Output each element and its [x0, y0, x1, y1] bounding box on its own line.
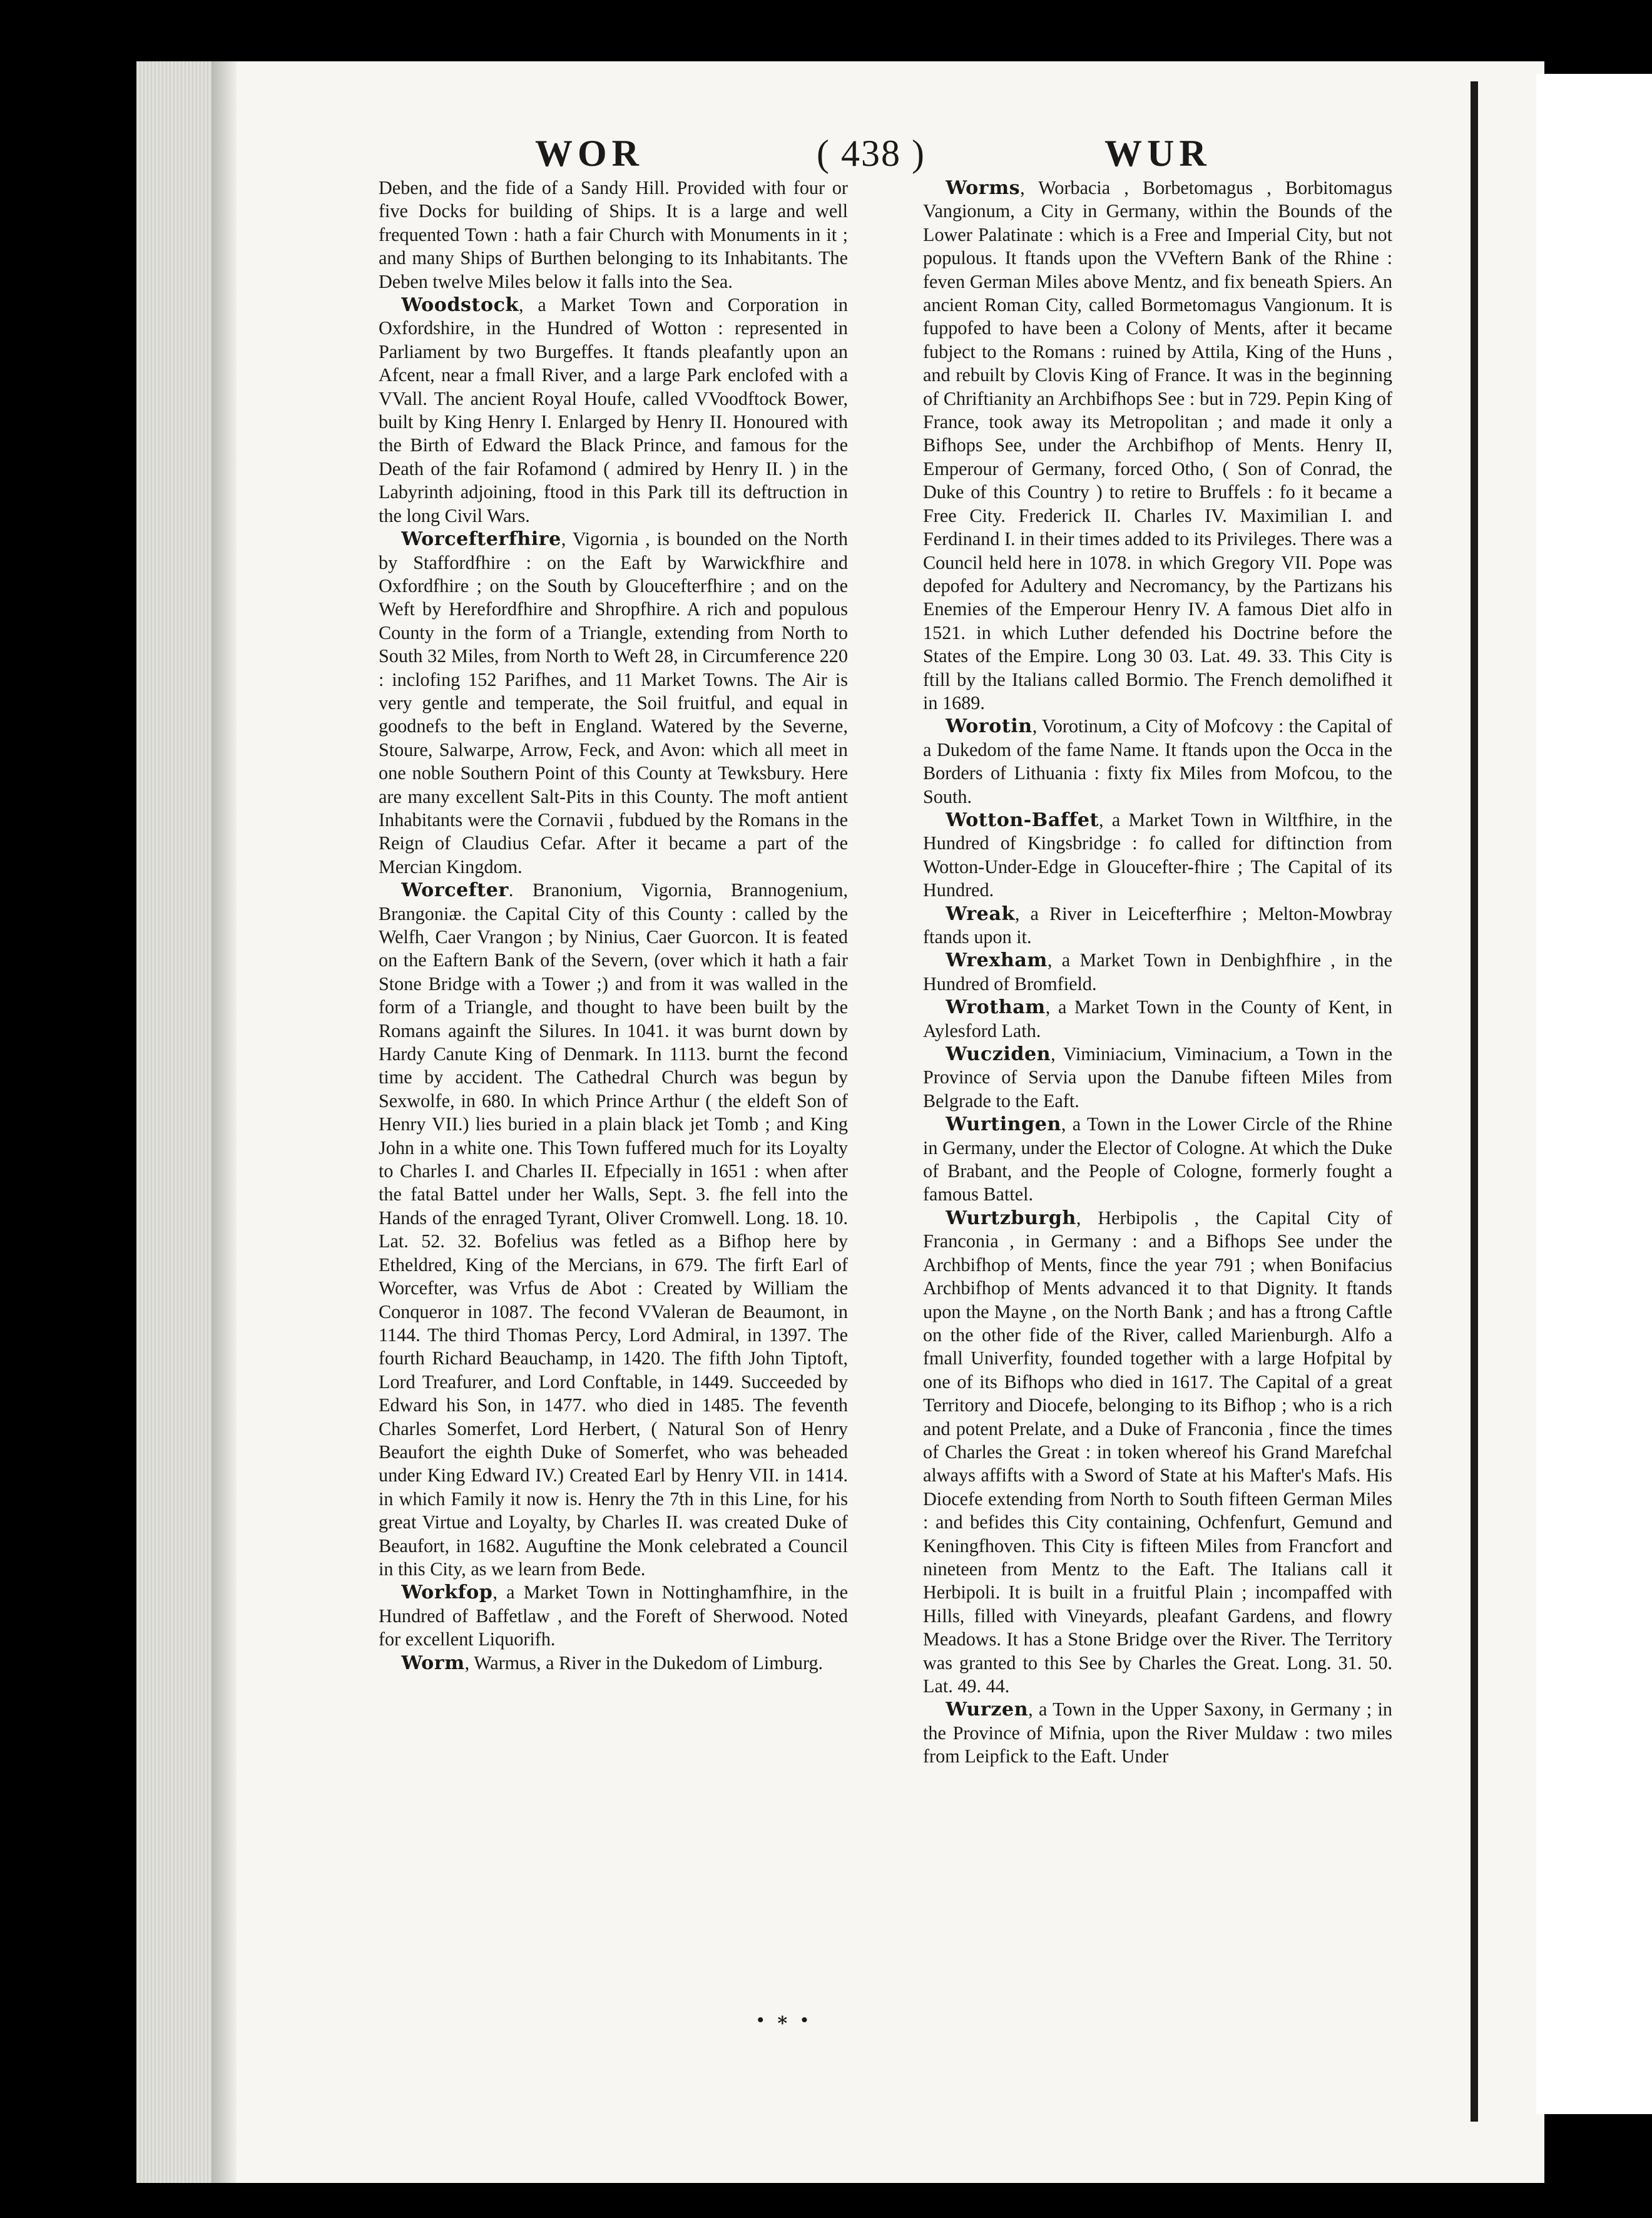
entry-wucziden [923, 1043, 1392, 1113]
entry-headword: Worm [401, 1652, 465, 1674]
running-head-left: WOR [535, 133, 644, 174]
entry-text: , a Market Town in Nottinghamfhire, in the Hundred of Baffetlaw , and the Foreft of Sherwood. Noted for excellent Liquorifh. [379, 1582, 848, 1650]
entry-text: , Vigornia , is bounded on the North by Staffordfhire : on the Eaft by Warwickfhire and Oxfordfhire ; on the South by Gloucefterfhire ; and on the Weft by Herefordfhire and Shropfhire. A rich and populous County in the form of a Triangle, extending from North to South 32 Miles, from North to Weft 28, in Circumference 220 : inclofing 152 Parifhes, and 11 Market Towns. The Air is very gentle and temperate, the Soil fruitful, and equal in goodnefs to the beft in England. Watered by the Severne, Stoure, Salwarpe, Arrow, Feck, and Avon: which all meet in one noble Southern Point of this County at Tewksbury. Here are many excellent Salt-Pits in this County. The moft antient Inhabitants were the Cornavii , fubdued by the Romans in the Reign of Claudius Cefar. After it became a part of the Mercian Kingdom. [379, 528, 848, 877]
entry-wrexham [923, 949, 1392, 996]
entry-text: , a Town in the Upper Saxony, in Germany ; in the Province of Mifnia, upon the River Muldaw : two miles from Leipfick to the Eaft. Under [923, 1699, 1392, 1767]
entry-text: , a Market Town in Denbighfhire , in the Hundred of Bromfield. [923, 949, 1392, 994]
entry-text: , a River in Leicefterfhire ; Melton-Mowbray ftands upon it. [923, 902, 1392, 948]
continuation-paragraph: Deben, and the fide of a Sandy Hill. Provided with four or five Docks for building of Ships. It is a large and well frequented Town : hath a fair Church with Monuments in it ; and many Ships of Burthen belonging to its Inhabitants. The Deben twelve Miles below it falls into the Sea. [379, 177, 848, 292]
entry-headword: Woodstock [401, 294, 519, 317]
entry-headword: Worotin [946, 715, 1032, 738]
entry-wurtzburgh [923, 1207, 1392, 1699]
entry-text: , Worbacia , Borbetomagus , Borbitomagus Vangionum, a City in Germany, within the Bounds of the Lower Palatinate : which is a Free and Imperial City, but not populous. It ftands upon the VVeftern Bank of the Rhine : feven German Miles above Mentz, and fix beneath Spiers. An ancient Roman City, called Bormetomagus Vangionum. It is fuppofed to have been a Colony of Ments, after it became fubject to the Romans : ruined by Attila, King of the Huns , and rebuilt by Clovis King of France. It was in the beginning of Chriftianity an Archbifhops See : but in 729. Pepin King of France, took away its Metropolitan ; and made it only a Bifhops See, under the Archbifhop of Ments. Henry II, Emperour of Germany, forced Otho, ( Son of Conrad, the Duke of this Country ) to retire to Bruffels : fo it became a Free City. Frederick II. Charles IV. Maximilian I. and Ferdinand I. in their times added to its Privileges. There was a Council held here in 1078. in which Gregory VII. Pope was depofed for Adultery and Necromancy, by the Partizans his Enemies of the Emperour Henry IV. A famous Diet alfo in 1521. in which Luther defended his Doctrine before the States of the Empire. Long 30 03. Lat. 49. 33. This City is ftill by the Italians called Bormio. The French demolifhed it in 1689. [923, 177, 1392, 713]
entry-text: , Vorotinum, a City of Mofcovy : the Capital of a Dukedom of the fame Name. It ftands upon the Occa in the Borders of Lithuania : fixty fix Miles from Mofcou, to the South. [923, 715, 1392, 807]
entry-headword: Worms [946, 177, 1021, 199]
page-number: ( 438 ) [817, 133, 925, 174]
entry-text: , a Town in the Lower Circle of the Rhine in Germany, under the Elector of Cologne. At which the Duke of Brabant, and the People of Cologne, formerly fought a famous Battel. [923, 1113, 1392, 1205]
entry-headword: Wurtingen [946, 1113, 1061, 1136]
entry-worms [923, 176, 1392, 715]
right-column [923, 176, 1392, 2142]
page-gutter [212, 61, 237, 2183]
entry-headword: Worcefter [401, 879, 509, 902]
page-edges [136, 61, 212, 2183]
entry-headword: Workfop [401, 1582, 493, 1604]
entry-wurzen [923, 1698, 1392, 1768]
entry-headword: Wrexham [946, 949, 1048, 972]
entry-text: , a Market Town in Wiltfhire, in the Hundred of Kingsbridge : fo called for diftinction from Wotton-Under-Edge in Gloucefter-fhire ; The Capital of its Hundred. [923, 809, 1392, 901]
entry-text: . Branonium, Vigornia, Brannogenium, Brangoniæ. the Capital City of this County : called by the Welfh, Caer Vrangon ; by Ninius, Caer Guorcon. It is feated on the Eaftern Bank of the Severn, (over which it hath a fair Stone Bridge with a Tower ;) and from it was walled in the form of a Triangle, and thought to have been built by the Romans againft the Silures. In 1041. it was burnt down by Hardy Canute King of Denmark. In 1113. burnt the fecond time by accident. The Cathedral Church was begun by Sexwolfe, in 680. In which Prince Arthur ( the eldeft Son of Henry VII.) lies buried in a plain black jet Tomb ; and King John in a white one. This Town fuffered much for its Loyalty to Charles I. and Charles II. Efpecially in 1651 : when after the fatal Battel under her Walls, Sept. 3. fhe fell into the Hands of the enraged Tyrant, Oliver Cromwell. Long. 18. 10. Lat. 52. 32. Bofelius was fetled as a Bifhop here by Etheldred, King of the Mercians, in 679. The firft Earl of Worcefter, was Vrfus de Abot : Created by William the Conqueror in 1087. The fecond VValeran de Beaumont, in 1144. The third Thomas Percy, Lord Admiral, in 1397. The fourth Richard Beauchamp, in 1420. The fifth John Tiptoft, Lord Treafurer, and Lord Conftable, in 1449. Succeeded by Edward his Son, in 1477. who died in 1485. The feventh Charles Somerfet, Lord Herbert, ( Natural Son of Henry Beaufort the eighth Duke of Somerfet, who was beheaded under King Edward IV.) Created Earl by Henry VII. in 1414. in which Family it now is. Henry the 7th in this Line, for his great Virtue and Loyalty, by Charles II. was created Duke of Beaufort, in 1682. Auguftine the Monk celebrated a Council in this City, as we learn from Bede. [379, 879, 848, 1580]
entry-headword: Wucziden [946, 1043, 1051, 1066]
entry-text: , Warmus, a River in the Dukedom of Limburg. [464, 1652, 823, 1674]
entry-text: , Viminiacium, Viminacium, a Town in the Province of Servia upon the Danube fifteen Miles from Belgrade to the Eaft. [923, 1043, 1392, 1112]
entry-worm [379, 1652, 848, 1675]
entry-worcester [379, 879, 848, 1581]
entry-wrotham [923, 996, 1392, 1043]
entry-text: , a Market Town and Corporation in Oxfordshire, in the Hundred of Wotton : represented in Parliament by two Burgeffes. It ftands pleafantly upon an Afcent, near a fmall River, and a large Park enclofed with a VVall. The ancient Royal Houfe, called VVoodftock Bower, built by King Henry I. Enlarged by Henry II. Honoured with the Birth of Edward the Black Prince, and famous for the Death of the fair Rofamond ( admired by Henry II. ) in the Labyrinth adjoining, ftood in this Park till its deftruction in the long Civil Wars. [379, 294, 848, 526]
left-column [379, 176, 848, 2142]
entry-woodstock [379, 294, 848, 528]
entry-worksop [379, 1581, 848, 1651]
entry-text: , a Market Town in the County of Kent, in Aylesford Lath. [923, 996, 1392, 1041]
entry-headword: Wrotham [946, 996, 1046, 1019]
signature-mark: • ∗ • [757, 2010, 812, 2030]
entry-wreak [923, 902, 1392, 949]
entry-headword: Wurzen [946, 1699, 1029, 1721]
facing-page [1536, 74, 1652, 2114]
entry-wurtingen [923, 1113, 1392, 1207]
entry-worcestershire [379, 528, 848, 879]
entry-text: , Herbipolis , the Capital City of Franconia , in Germany : and a Bifhops See under the Archbifhop of Ments, fince the year 791 ; when Bonifacius Archbifhop of Ments advanced it to that Dignity. It ftands upon the Mayne , on the North Bank ; and has a ftrong Caftle on the other fide of the River, called Marienburgh. Alfo a fmall Univerfity, founded together with a large Hofpital by one of its Bifhops who died in 1617. The Capital of a great Territory and Diocefe, belonging to its Bifhop ; who is a rich and potent Prelate, and a Duke of Franconia , fince the times of Charles the Great : in token whereof his Grand Marefchal always affifts with a Sword of State at his Mafter's Mafs. His Diocefe extending from North to South fifteen German Miles : and befides this City containing, Ochfenfurt, Gemund and Keningfhoven. This City is fifteen Miles from Francfort and nineteen from Mentz to the Eaft. The Italians call it Herbipoli. It is built in a fruitful Plain ; incompaffed with Hills, filled with Vineyards, pleafant Gardens, and flowry Meadows. It has a Stone Bridge over the River. The Territory was granted to this See by Charles the Great. Long. 31. 50. Lat. 49. 44. [923, 1207, 1392, 1697]
entry-headword: Wreak [946, 902, 1015, 925]
entry-headword: Worcefterfhire [401, 528, 561, 551]
entry-headword: Wurtzburgh [946, 1207, 1076, 1229]
entry-worotin [923, 715, 1392, 809]
entry-wotton-basset [923, 809, 1392, 902]
page-edge-shadow [1471, 81, 1478, 2122]
entry-headword: Wotton-Baffet [946, 809, 1099, 831]
running-head-right: WUR [1104, 133, 1211, 174]
